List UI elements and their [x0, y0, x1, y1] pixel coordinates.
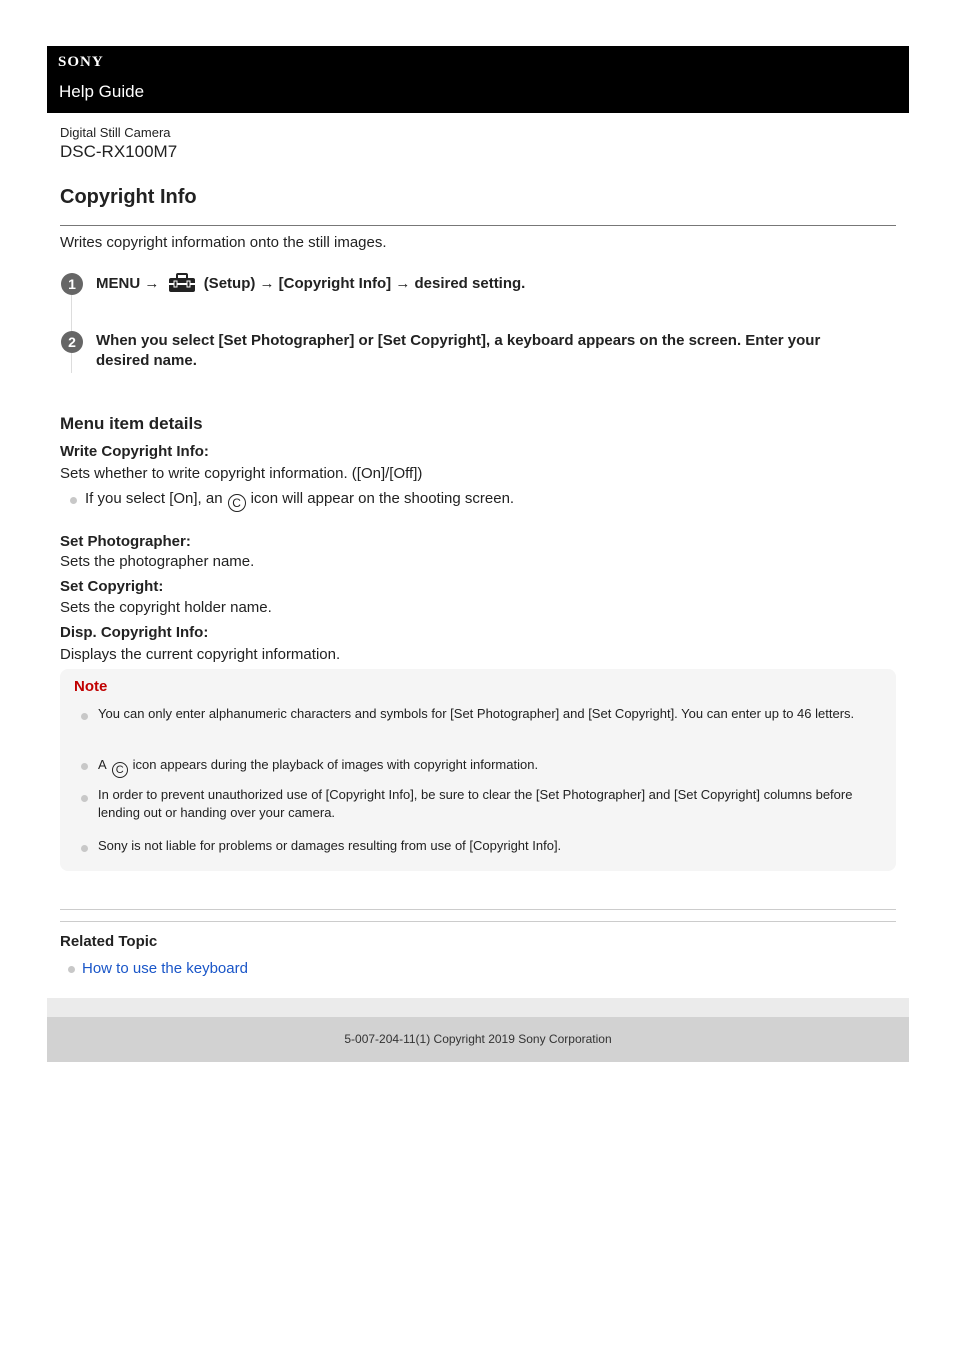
bullet-on-info-after: icon will appear on the shooting screen. [250, 490, 515, 507]
related-divider-top [60, 909, 896, 910]
bullet-on-info [85, 490, 514, 512]
footer-spacer [47, 998, 909, 1017]
term-disp-copyright-info: Disp. Copyright Info: [60, 624, 209, 641]
product-type: Digital Still Camera [60, 125, 171, 140]
step-1-rest: (Setup) → [Copyright Info] → desired setting. [203, 275, 526, 292]
note-item-2-before: A [98, 757, 107, 772]
setup-toolbox-icon [168, 273, 196, 299]
menu-details-heading: Menu item details [60, 414, 203, 433]
site-header [47, 46, 909, 113]
page-title: Copyright Info [60, 186, 197, 208]
step-1-text [96, 273, 525, 299]
related-topic-heading: Related Topic [60, 933, 158, 950]
step-2-text: When you select [Set Photographer] or [Set Copyright], a keyboard appears on the screen. Enter your desired name. [96, 332, 821, 369]
desc-write-copyright-info: Sets whether to write copyright information. ([On]/[Off]) [60, 465, 423, 482]
note-bullet-dot [81, 763, 88, 770]
step-1-menu: MENU → [96, 275, 160, 292]
copyright-icon: C [228, 494, 246, 512]
note-title: Note [74, 678, 108, 695]
bullet-on-info-before: If you select [On], an [85, 490, 223, 507]
product-model: DSC-RX100M7 [60, 142, 178, 161]
note-bullet-dot [81, 845, 88, 852]
desc-set-photographer: Sets the photographer name. [60, 553, 255, 570]
term-write-copyright-info: Write Copyright Info: [60, 443, 209, 460]
note-item-2-after: icon appears during the playback of images with copyright information. [132, 757, 539, 772]
note-item-1: You can only enter alphanumeric characters and symbols for [Set Photographer] and [Set Copyright]. You can enter up to 46 letters. [98, 706, 855, 721]
step-number-2: 2 [61, 331, 83, 353]
step-number-1: 1 [61, 273, 83, 295]
desc-set-copyright: Sets the copyright holder name. [60, 599, 272, 616]
intro-text: Writes copyright information onto the still images. [60, 234, 387, 251]
note-item-4: Sony is not liable for problems or damages resulting from use of [Copyright Info]. [98, 838, 562, 853]
bullet-dot [70, 497, 77, 504]
desc-disp-copyright-info: Displays the current copyright information. [60, 646, 341, 663]
note-item-2 [98, 756, 868, 778]
note-item-3: In order to prevent unauthorized use of [Copyright Info], be sure to clear the [Set Photographer] and [Set Copyright] columns before lending out or handing over your camera. [98, 787, 853, 820]
related-divider-bottom [60, 921, 896, 922]
sony-logo[interactable]: SONY [58, 54, 104, 70]
term-set-photographer: Set Photographer: [60, 533, 191, 550]
note-bullet-dot [81, 713, 88, 720]
note-bullet-dot [81, 795, 88, 802]
help-guide-title[interactable]: Help Guide [59, 82, 145, 101]
title-divider [60, 225, 896, 226]
copyright-icon: C [112, 762, 128, 778]
footer-copyright: 5-007-204-11(1) Copyright 2019 Sony Corporation [344, 1032, 612, 1046]
bullet-dot [68, 966, 75, 973]
term-set-copyright: Set Copyright: [60, 578, 164, 595]
footer [47, 1017, 909, 1062]
related-link-keyboard[interactable]: How to use the keyboard [82, 960, 248, 977]
